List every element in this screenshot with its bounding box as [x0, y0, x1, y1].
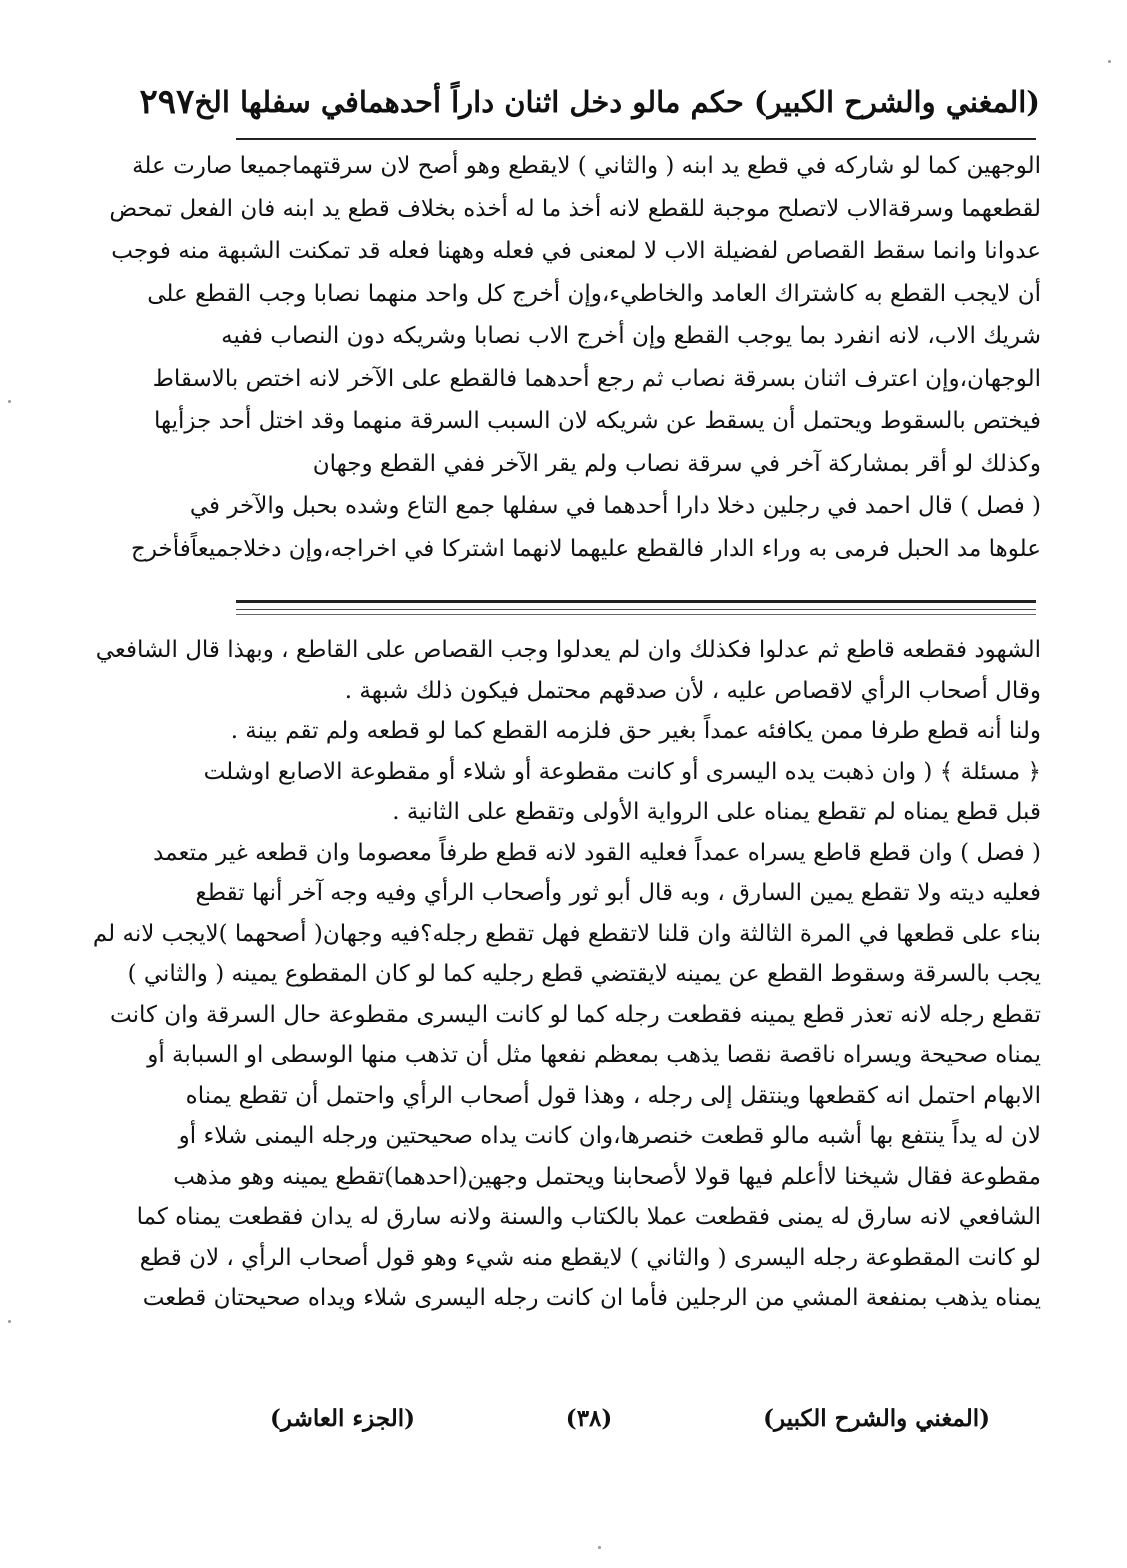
text-line: الابهام احتمل انه كقطعها وينتقل إلى رجله ، وهذا قول أصحاب الرأي واحتمل أن تقطع يمناه: [185, 1082, 1041, 1109]
footer-signature-number: (٣٨): [565, 1404, 613, 1432]
text-line: فعليه ديته ولا تقطع يمين السارق ، وبه قال أبو ثور وأصحاب الرأي وفيه وجه آخر أنها تقطع: [195, 880, 1041, 906]
scan-speck: [1108, 60, 1111, 63]
text-line: وكذلك لو أقر بمشاركة آخر في سرقة نصاب ولم يقر الآخر ففي القطع وجهان: [312, 450, 1041, 477]
text-line: عدوانا وانما سقط القصاص لفضيلة الاب لا لمعنى في فعله وههنا فعله قد تمكنت الشبهة منه فوجب: [111, 238, 1041, 264]
text-line: وقال أصحاب الرأي لاقصاص عليه ، لأن صدقهم محتمل فيكون ذلك شبهة .: [344, 677, 1041, 704]
text-line: الوجهان،وإن اعترف اثنان بسرقة نصاب ثم رجع أحدهما فالقطع على الآخر لانه اختص بالاسقاط: [152, 365, 1041, 392]
text-line: الشافعي لانه سارق له يمنى فقطعت عملا بالكتاب والسنة ولانه سارق له يدان فقطعت يمناه كما: [136, 1204, 1041, 1230]
text-line: أن لايجب القطع به كاشتراك العامد والخاطيء،وإن أخرج كل واحد منهما نصابا وجب القطع على: [147, 280, 1041, 307]
text-line: يمناه صحيحة ويسراه ناقصة نقصا يذهب بمعظم نفعها مثل أن تذهب منها الوسطى او السبابة أو: [147, 1042, 1041, 1068]
text-line: لقطعهما وسرقةالاب لاتصلح موجبة للقطع لانه أخذ ما له أخذه بخلاف قطع يد ابنه فان الفعل تمحض: [109, 195, 1041, 222]
section-divider: [236, 600, 1036, 603]
footer-book-title: (المغني والشرح الكبير): [763, 1404, 990, 1432]
text-line: يمناه يذهب بمنفعة المشي من الرجلين فأما ان كانت رجله اليسرى شلاء ويداه صحيحتان قطعت: [142, 1285, 1041, 1311]
text-line: مقطوعة فقال شيخنا لاأعلم فيها قولا لأصحابنا ويحتمل وجهين(احدهما)تقطع يمينه وهو مذهب: [173, 1163, 1041, 1190]
scan-speck: [8, 400, 11, 403]
text-line: لو كانت المقطوعة رجله اليسرى ( والثاني ) لايقطع منه شيء وهو قول أصحاب الرأي ، لان قطع: [139, 1244, 1041, 1271]
scan-speck: [598, 1546, 601, 1549]
top-text-block: [109, 145, 1041, 570]
section-divider-thin: [236, 614, 1036, 615]
text-line: الوجهين كما لو شاركه في قطع يد ابنه ( والثاني ) لايقطع وهو أصح لان سرقتهماجميعا صارت علة: [132, 153, 1041, 179]
text-line: يجب بالسرقة وسقوط القطع عن يمينه لايقتضي قطع رجليه كما لو كان المقطوع يمينه ( والثاني ): [127, 961, 1041, 987]
section-divider-thin: [236, 609, 1036, 610]
header-title: (المغني والشرح الكبير) حكم مالو دخل اثنان داراً أحدهمافي سفلها الخ: [194, 85, 1040, 119]
text-line: ولنا أنه قطع طرفا ممن يكافئه عمداً بغير حق فلزمه القطع كما لو قطعه ولم تقم بينة .: [230, 718, 1041, 744]
header-rule: [236, 138, 1036, 140]
text-line: بناء على قطعها في المرة الثالثة وان قلنا لاتقطع فهل تقطع رجله؟فيه وجهان( أصحهما )لايجب لانه لم: [92, 920, 1041, 947]
text-line: شريك الاب، لانه انفرد بما يوجب القطع وإن أخرج الاب نصابا وشريكه دون النصاب ففيه: [221, 323, 1041, 349]
page-number: ٢٩٧: [139, 82, 195, 122]
bottom-text-block: [92, 630, 1041, 1319]
text-line: الشهود فقطعه قاطع ثم عدلوا فكذلك وان لم يعدلوا وجب القصاص على القاطع ، وبهذا قال الشافعي: [95, 637, 1041, 663]
text-line: ( فصل ) قال احمد في رجلين دخلا دارا أحدهما في سفلها جمع التاع وشده بحبل والآخر في: [189, 493, 1041, 519]
footer-volume: (الجزء العاشر): [270, 1404, 416, 1432]
text-line: علوها مد الحبل فرمى به وراء الدار فالقطع عليهما لانهما اشتركا في اخراجه،وإن دخلاجميعاًفأخرج: [130, 535, 1041, 562]
page-header: [139, 72, 1040, 132]
text-line: تقطع رجله لانه تعذر قطع يمينه فقطعت رجله كما لو كانت اليسرى مقطوعة حال السرقة وان كانت: [110, 1001, 1041, 1028]
text-line: لان له يداً ينتفع بها أشبه مالو قطعت خنصرها،وان كانت يداه صحيحتين ورجله اليمنى شلاء أو: [178, 1123, 1041, 1149]
scan-speck: [8, 1320, 11, 1323]
text-line: ﴿ مسئلة ﴾ ( وان ذهبت يده اليسرى أو كانت مقطوعة أو شلاء أو مقطوعة الاصابع اوشلت: [203, 758, 1041, 785]
text-line: فيختص بالسقوط ويحتمل أن يسقط عن شريكه لان السبب السرقة منهما وقد اختل أحد جزأيها: [154, 408, 1041, 434]
text-line: قبل قطع يمناه لم تقطع يمناه على الرواية الأولى وتقطع على الثانية .: [392, 799, 1041, 825]
text-line: ( فصل ) وان قطع قاطع يسراه عمداً فعليه القود لانه قطع طرفاً معصوما وان قطعه غير متعمد: [153, 839, 1041, 866]
page-footer: [270, 1398, 990, 1438]
